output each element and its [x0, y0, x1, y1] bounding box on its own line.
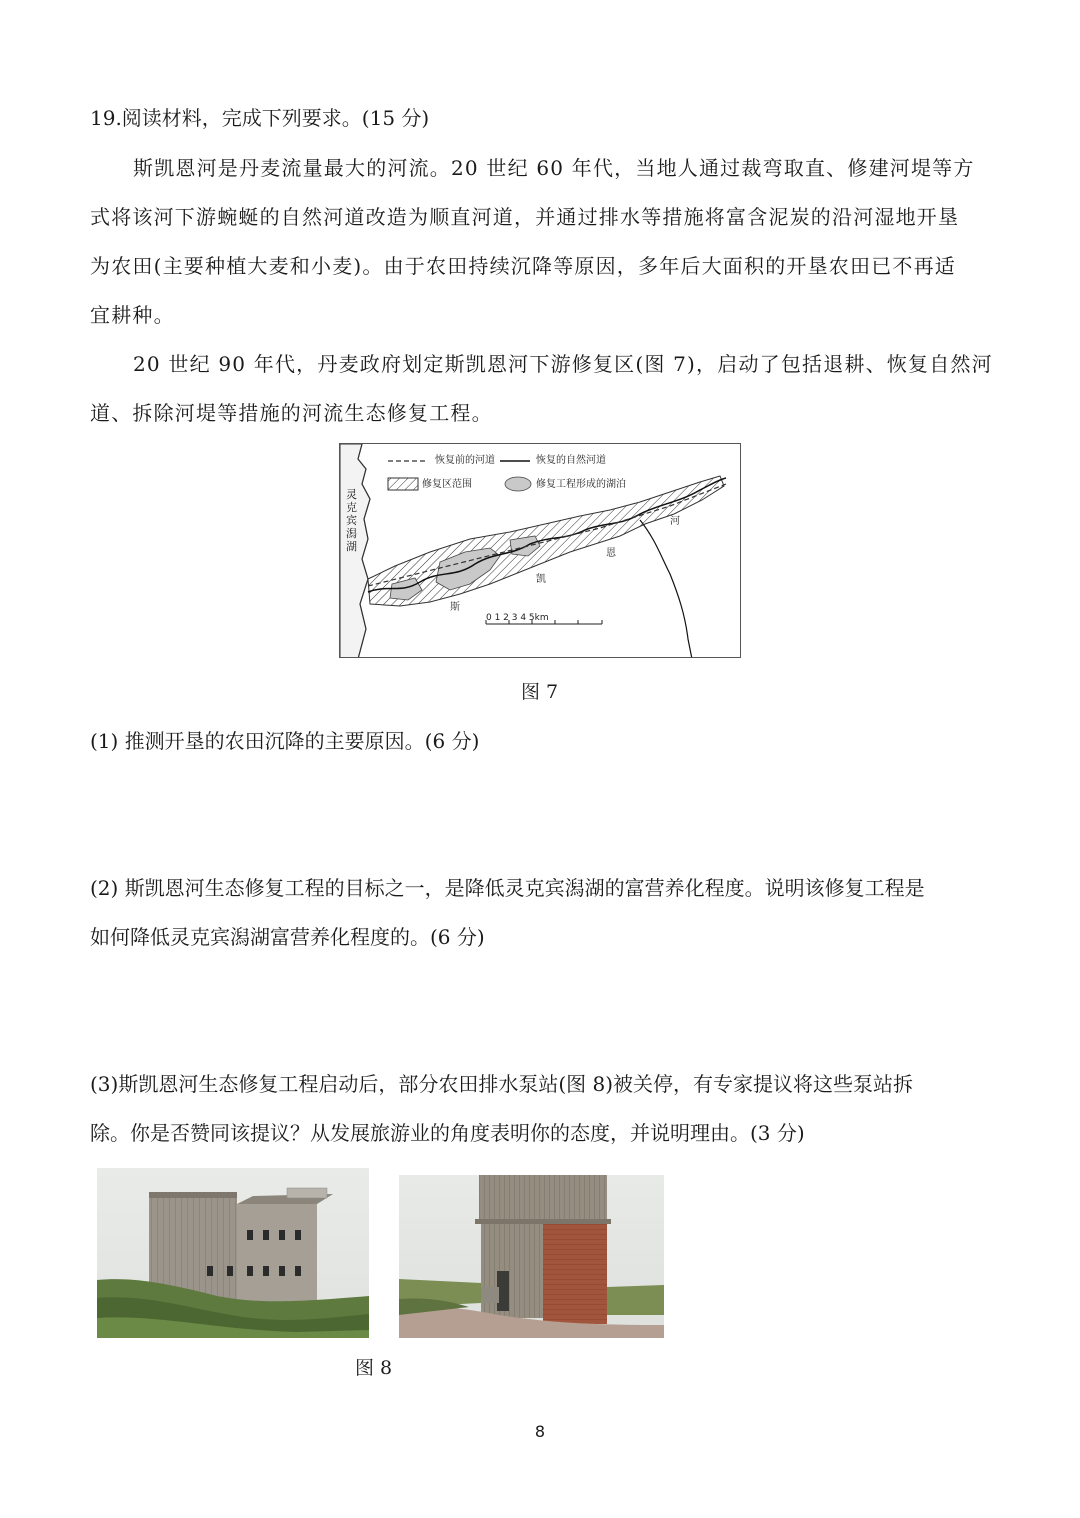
material-paragraph-1-line-1: 斯凯恩河是丹麦流量最大的河流。20 世纪 60 年代，当地人通过裁弯取直、修建河堤等方	[133, 156, 975, 180]
scale-bar-label: 0 1 2 3 4 5km	[486, 613, 549, 623]
pump-station-photo-1	[97, 1168, 369, 1338]
restoration-area-map	[339, 443, 741, 658]
legend-natural-channel-label: 恢复的自然河道	[536, 455, 606, 466]
river-label-char-4: 河	[670, 516, 680, 527]
map-drawing	[340, 444, 741, 658]
legend-former-channel-label: 恢复前的河道	[435, 455, 495, 466]
material-paragraph-1-line-3: 为农田(主要种植大麦和小麦)。由于农田持续沉降等原因，多年后大面积的开垦农田已不再适	[90, 254, 957, 278]
material-paragraph-2-line-2: 道、拆除河堤等措施的河流生态修复工程。	[90, 401, 493, 425]
legend-restoration-zone-label: 修复区范围	[422, 479, 472, 490]
subquestion-2-line-1: (2) 斯凯恩河生态修复工程的目标之一，是降低灵克宾潟湖的富营养化程度。说明该修复工程是	[90, 876, 925, 900]
subquestion-3-line-1: (3)斯凯恩河生态修复工程启动后，部分农田排水泵站(图 8)被关停，有专家提议将这些泵站拆	[90, 1072, 914, 1096]
river-label-char-2: 凯	[536, 574, 546, 585]
page-number: 8	[534, 1422, 546, 1441]
material-paragraph-2-line-1: 20 世纪 90 年代，丹麦政府划定斯凯恩河下游修复区(图 7)，启动了包括退耕、恢复自然河	[133, 352, 993, 376]
material-paragraph-1-line-2: 式将该河下游蜿蜒的自然河道改造为顺直河道，并通过排水等措施将富含泥炭的沿河湿地开垦	[90, 205, 960, 229]
lagoon-label: 灵克宾潟湖	[346, 488, 357, 553]
river-label-char-1: 斯	[450, 602, 460, 613]
pump-station-photo-2	[399, 1175, 664, 1338]
subquestion-2-line-2: 如何降低灵克宾潟湖富营养化程度的。(6 分)	[90, 925, 485, 949]
question-header: 19.阅读材料，完成下列要求。(15 分)	[90, 106, 430, 130]
figure-7-caption: 图 7	[521, 681, 559, 703]
river-label-char-3: 恩	[606, 548, 616, 559]
material-paragraph-1-line-4: 宜耕种。	[90, 303, 175, 327]
figure-8-caption: 图 8	[355, 1357, 393, 1379]
legend-lake-label: 修复工程形成的湖泊	[536, 479, 626, 490]
subquestion-1: (1) 推测开垦的农田沉降的主要原因。(6 分)	[90, 729, 480, 753]
subquestion-3-line-2: 除。你是否赞同该提议？从发展旅游业的角度表明你的态度，并说明理由。(3 分)	[90, 1121, 805, 1145]
